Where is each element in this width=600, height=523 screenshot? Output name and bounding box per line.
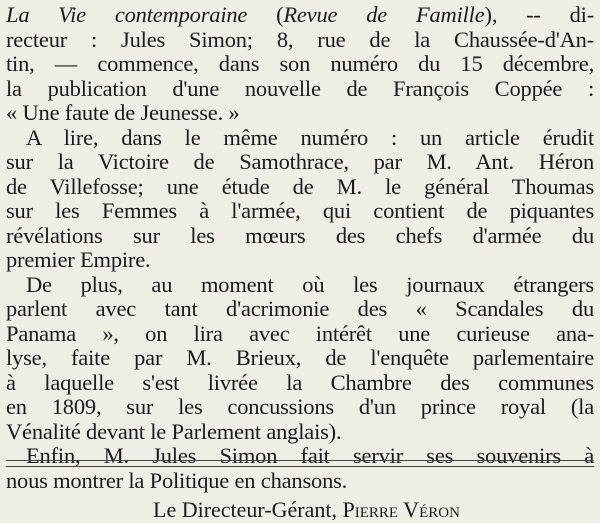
italic-text: Revue de Famille [283,2,485,27]
director-label: Le Directeur-Gérant, [153,497,338,522]
text-run: lyse, faite par M. Brieux, de l'enquête parlementaire [6,345,594,370]
text-line [6,77,594,102]
text-run: « Une faute de Jeunesse. » [6,100,240,125]
text-line [6,297,594,322]
text-run: Enfin, M. Jules Simon fait servir ses souvenirs à [26,443,594,468]
text-run: Panama », on lira avec intérêt une curieuse ana- [6,320,594,346]
text-run: de Villefosse; une étude de M. le général Thoumas [6,173,594,199]
text-line [6,150,594,175]
text-run: A lire, dans le même numéro : un article érudit [26,124,594,150]
text-run: sur la Victoire de Samothrace, par M. Ant. Héron [6,149,594,174]
text-line [26,273,594,298]
text-line [26,444,594,469]
text-run: tin, — commence, dans son numéro du 15 décembre, [6,51,594,76]
text-line [6,371,594,396]
text-run: nous montrer la Politique en chansons. [6,467,348,493]
text-line [6,420,594,445]
text-run: ( [247,2,284,27]
text-line [6,469,594,494]
director-name: Pierre Véron [342,497,460,522]
text-line [6,101,594,126]
text-line [6,395,594,420]
text-line [26,126,594,151]
text-run: révélations sur les mœurs des chefs d'armée du [6,222,594,248]
italic-text: La Vie contemporaine [6,2,248,27]
text-line [6,28,594,53]
text-run: sur les Femmes à l'armée, qui contient de piquantes [6,198,594,223]
text-run: ), -- di- [484,2,594,27]
text-run: De plus, au moment où les journaux étrangers [26,271,594,297]
text-line [6,199,594,224]
text-line [6,248,594,273]
text-run: parlent avec tant d'acrimonie des « Scandales du [6,296,594,321]
text-run: recteur : Jules Simon; 8, rue de la Chaussée-d'An- [6,26,594,52]
text-run: à laquelle s'est livrée la Chambre des communes [6,369,594,395]
signature-line [153,497,460,523]
text-line [6,224,594,249]
text-run: premier Empire. [6,247,151,272]
separator-rule-top [6,460,594,461]
text-line [6,346,594,371]
text-run: en 1809, sur les concussions d'un prince royal (la [6,394,594,419]
text-line [6,3,594,28]
text-line [6,52,594,77]
text-line [6,175,594,200]
text-run: Vénalité devant le Parlement anglais). [6,418,342,444]
separator-rule-bottom [6,466,594,467]
text-run: la publication d'une nouvelle de François Coppée : [6,75,594,101]
text-line [6,322,594,347]
